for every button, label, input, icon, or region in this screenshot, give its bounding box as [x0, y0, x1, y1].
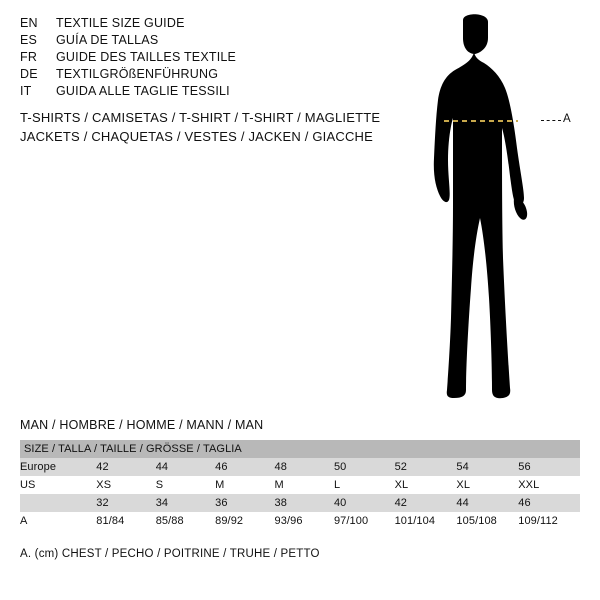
footnote-chest-measure: A. (cm) CHEST / PECHO / POITRINE / TRUHE / PETTO: [20, 548, 320, 560]
table-cell: 44: [456, 494, 518, 512]
language-header-block: [20, 16, 380, 101]
table-cell: 52: [395, 458, 457, 476]
table-cell: 93/96: [275, 512, 334, 530]
table-header-label: SIZE / TALLA / TAILLE / GRÖSSE / TAGLIA: [24, 443, 242, 455]
table-cell: XS: [96, 476, 155, 494]
language-row: [20, 67, 380, 84]
language-row: [20, 33, 380, 50]
language-text: GUIDA ALLE TAGLIE TESSILI: [56, 84, 230, 98]
table-row: [20, 458, 580, 476]
language-text: TEXTILGRÖßENFÜHRUNG: [56, 67, 219, 81]
table-cell: 50: [334, 458, 395, 476]
language-text: GUÍA DE TALLAS: [56, 33, 159, 47]
table-cell: 46: [215, 458, 274, 476]
language-code: EN: [20, 16, 38, 30]
table-cell: 85/88: [156, 512, 215, 530]
category-block: [20, 110, 440, 148]
language-code: ES: [20, 33, 38, 47]
table-cell: 109/112: [518, 512, 580, 530]
row-label: US: [20, 476, 96, 494]
table-cell: 42: [96, 458, 155, 476]
language-row: [20, 84, 380, 101]
table-cell: 101/104: [395, 512, 457, 530]
row-label: Europe: [20, 458, 96, 476]
language-row: [20, 50, 380, 67]
row-label: [20, 494, 96, 512]
category-line-tshirts: T-SHIRTS / CAMISETAS / T-SHIRT / T-SHIRT / MAGLIETTE: [20, 110, 381, 125]
table-header-row: [20, 440, 580, 458]
language-code: DE: [20, 67, 38, 81]
language-code: FR: [20, 50, 38, 64]
table-cell: 38: [275, 494, 334, 512]
table-cell: 89/92: [215, 512, 274, 530]
table-cell: 56: [518, 458, 580, 476]
table-title-man: MAN / HOMBRE / HOMME / MANN / MAN: [20, 418, 264, 432]
table-row: [20, 494, 580, 512]
table-cell: M: [215, 476, 274, 494]
row-label: A: [20, 512, 96, 530]
table-cell: XXL: [518, 476, 580, 494]
table-cell: XL: [395, 476, 457, 494]
table-row: [20, 512, 580, 530]
table-cell: 54: [456, 458, 518, 476]
category-line-jackets: JACKETS / CHAQUETAS / VESTES / JACKEN / GIACCHE: [20, 129, 374, 144]
table-row: [20, 476, 580, 494]
table-cell: L: [334, 476, 395, 494]
measure-leader-line: [541, 120, 561, 121]
language-text: TEXTILE SIZE GUIDE: [56, 16, 185, 30]
table-cell: 81/84: [96, 512, 155, 530]
table-cell: 44: [156, 458, 215, 476]
male-silhouette-figure: [400, 8, 600, 408]
table-cell: 32: [96, 494, 155, 512]
table-cell: XL: [456, 476, 518, 494]
silhouette-icon: [400, 8, 600, 408]
language-text: GUIDE DES TAILLES TEXTILE: [56, 50, 237, 64]
table-cell: 40: [334, 494, 395, 512]
table-cell: 42: [395, 494, 457, 512]
table-cell: 105/108: [456, 512, 518, 530]
size-table: [20, 440, 580, 530]
language-row: [20, 16, 380, 33]
table-cell: 34: [156, 494, 215, 512]
table-cell: 46: [518, 494, 580, 512]
table-cell: 36: [215, 494, 274, 512]
language-code: IT: [20, 84, 32, 98]
measure-label-a: A: [563, 113, 571, 125]
table-cell: S: [156, 476, 215, 494]
table-cell: 48: [275, 458, 334, 476]
table-cell: 97/100: [334, 512, 395, 530]
table-cell: M: [275, 476, 334, 494]
